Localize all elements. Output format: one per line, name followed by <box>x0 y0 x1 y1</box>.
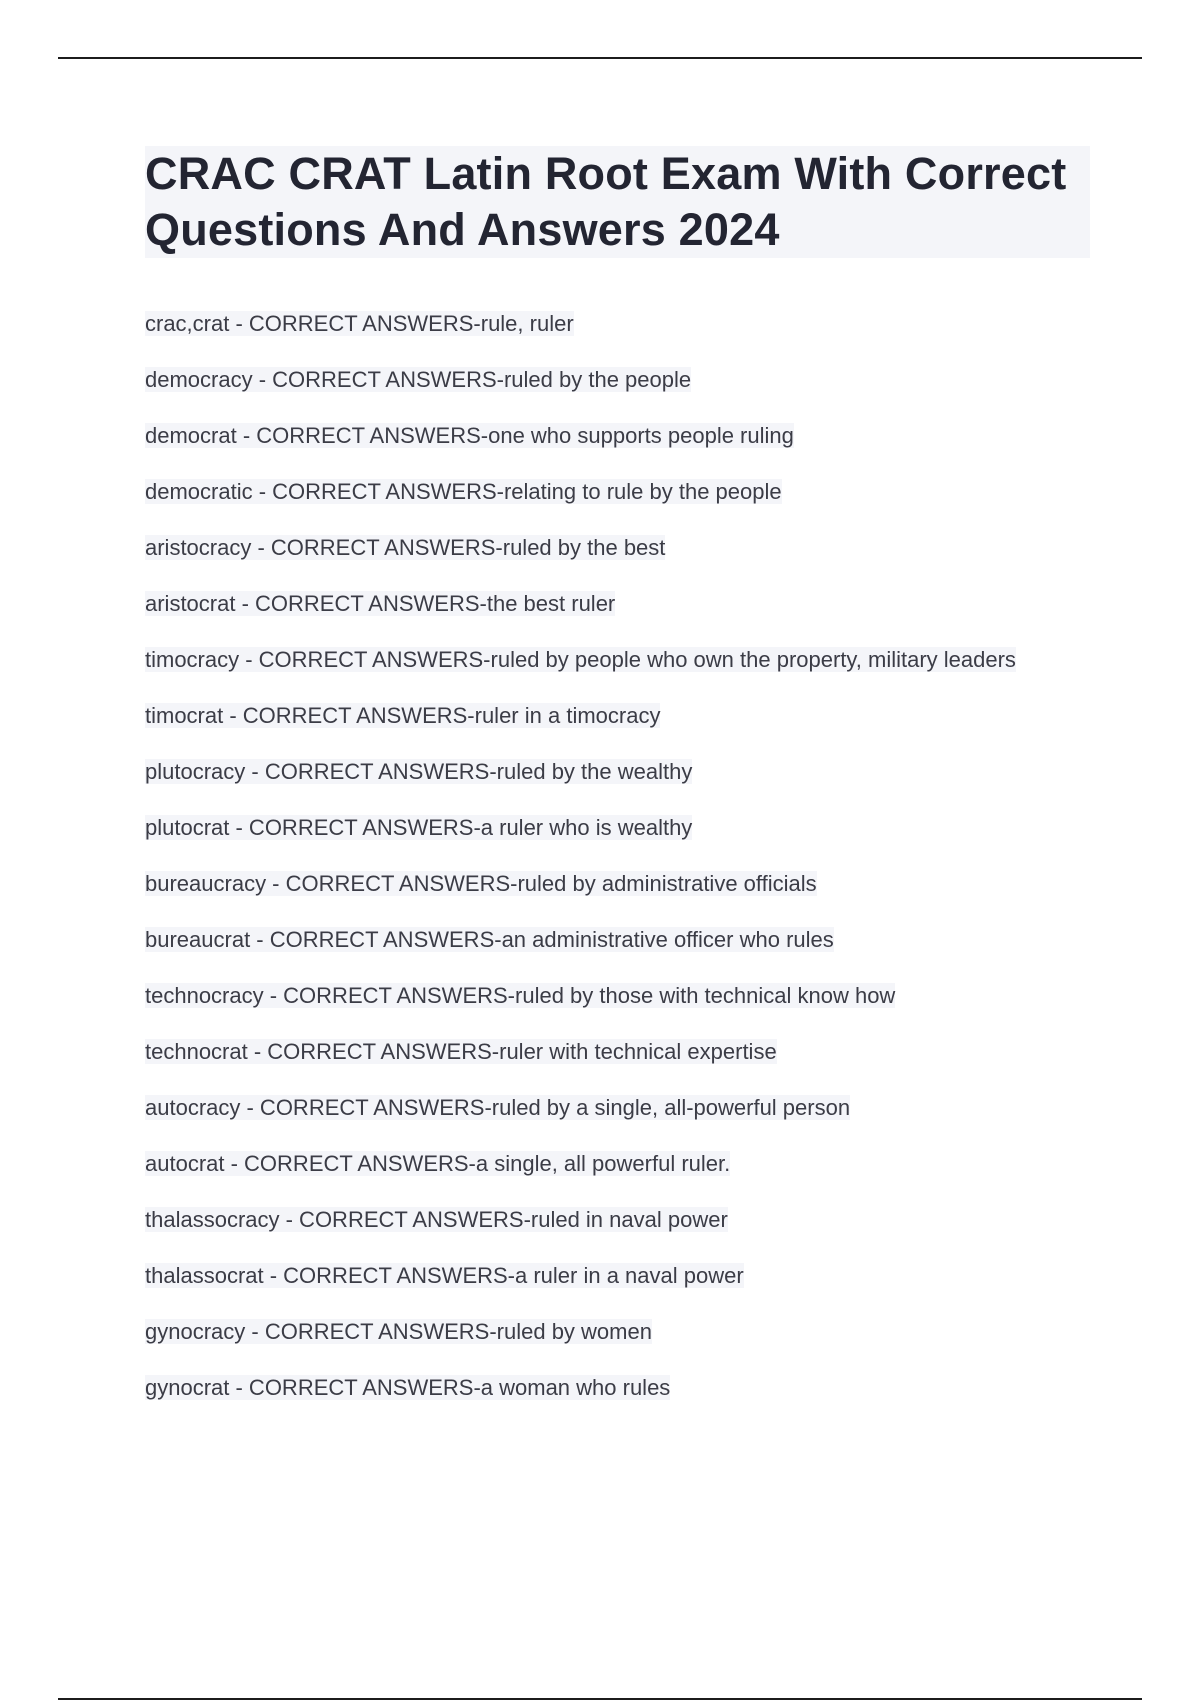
qa-entry <box>145 814 1045 842</box>
qa-entry <box>145 366 1045 394</box>
qa-entry-text: aristocrat - CORRECT ANSWERS-the best ruler <box>145 591 616 616</box>
qa-entry-text: democratic - CORRECT ANSWERS-relating to rule by the people <box>145 479 782 504</box>
qa-entry <box>145 1262 1045 1290</box>
qa-entry-text: bureaucracy - CORRECT ANSWERS-ruled by administrative officials <box>145 871 817 896</box>
qa-entry <box>145 1094 1045 1122</box>
qa-entry-text: autocrat - CORRECT ANSWERS-a single, all powerful ruler. <box>145 1151 731 1176</box>
qa-entry <box>145 1318 1045 1346</box>
qa-entry-text: aristocracy - CORRECT ANSWERS-ruled by the best <box>145 535 666 560</box>
top-divider <box>58 57 1142 59</box>
qa-entry-text: timocracy - CORRECT ANSWERS-ruled by people who own the property, military leaders <box>145 647 1016 672</box>
qa-entry <box>145 478 1045 506</box>
qa-entry <box>145 1206 1045 1234</box>
qa-entry <box>145 870 1045 898</box>
qa-entry-text: democrat - CORRECT ANSWERS-one who supports people ruling <box>145 423 794 448</box>
qa-entry <box>145 758 1045 786</box>
qa-entry-text: plutocracy - CORRECT ANSWERS-ruled by the wealthy <box>145 759 693 784</box>
qa-entry-text: technocrat - CORRECT ANSWERS-ruler with technical expertise <box>145 1039 777 1064</box>
document-title: CRAC CRAT Latin Root Exam With Correct Questions And Answers 2024 <box>145 148 1067 255</box>
qa-entry-text: autocracy - CORRECT ANSWERS-ruled by a single, all-powerful person <box>145 1095 851 1120</box>
qa-entry <box>145 310 1045 338</box>
qa-entry <box>145 982 1045 1010</box>
qa-entry-text: democracy - CORRECT ANSWERS-ruled by the people <box>145 367 692 392</box>
qa-entry <box>145 1150 1045 1178</box>
qa-entry-text: thalassocrat - CORRECT ANSWERS-a ruler in a naval power <box>145 1263 744 1288</box>
qa-entry <box>145 590 1045 618</box>
qa-entry <box>145 1374 1045 1402</box>
qa-entry <box>145 646 1045 674</box>
qa-entry-text: crac,crat - CORRECT ANSWERS-rule, ruler <box>145 311 574 336</box>
qa-entry-text: gynocrat - CORRECT ANSWERS-a woman who rules <box>145 1375 671 1400</box>
qa-entry <box>145 1038 1045 1066</box>
title-block <box>145 146 1090 258</box>
qa-entry <box>145 702 1045 730</box>
qa-entry-text: thalassocracy - CORRECT ANSWERS-ruled in naval power <box>145 1207 728 1232</box>
qa-entry-text: plutocrat - CORRECT ANSWERS-a ruler who is wealthy <box>145 815 693 840</box>
qa-entry <box>145 534 1045 562</box>
qa-entry <box>145 926 1045 954</box>
qa-entry-text: technocracy - CORRECT ANSWERS-ruled by those with technical know how <box>145 983 896 1008</box>
qa-list <box>145 310 1045 1430</box>
qa-entry <box>145 422 1045 450</box>
qa-entry-text: bureaucrat - CORRECT ANSWERS-an administrative officer who rules <box>145 927 834 952</box>
qa-entry-text: timocrat - CORRECT ANSWERS-ruler in a timocracy <box>145 703 661 728</box>
qa-entry-text: gynocracy - CORRECT ANSWERS-ruled by women <box>145 1319 652 1344</box>
